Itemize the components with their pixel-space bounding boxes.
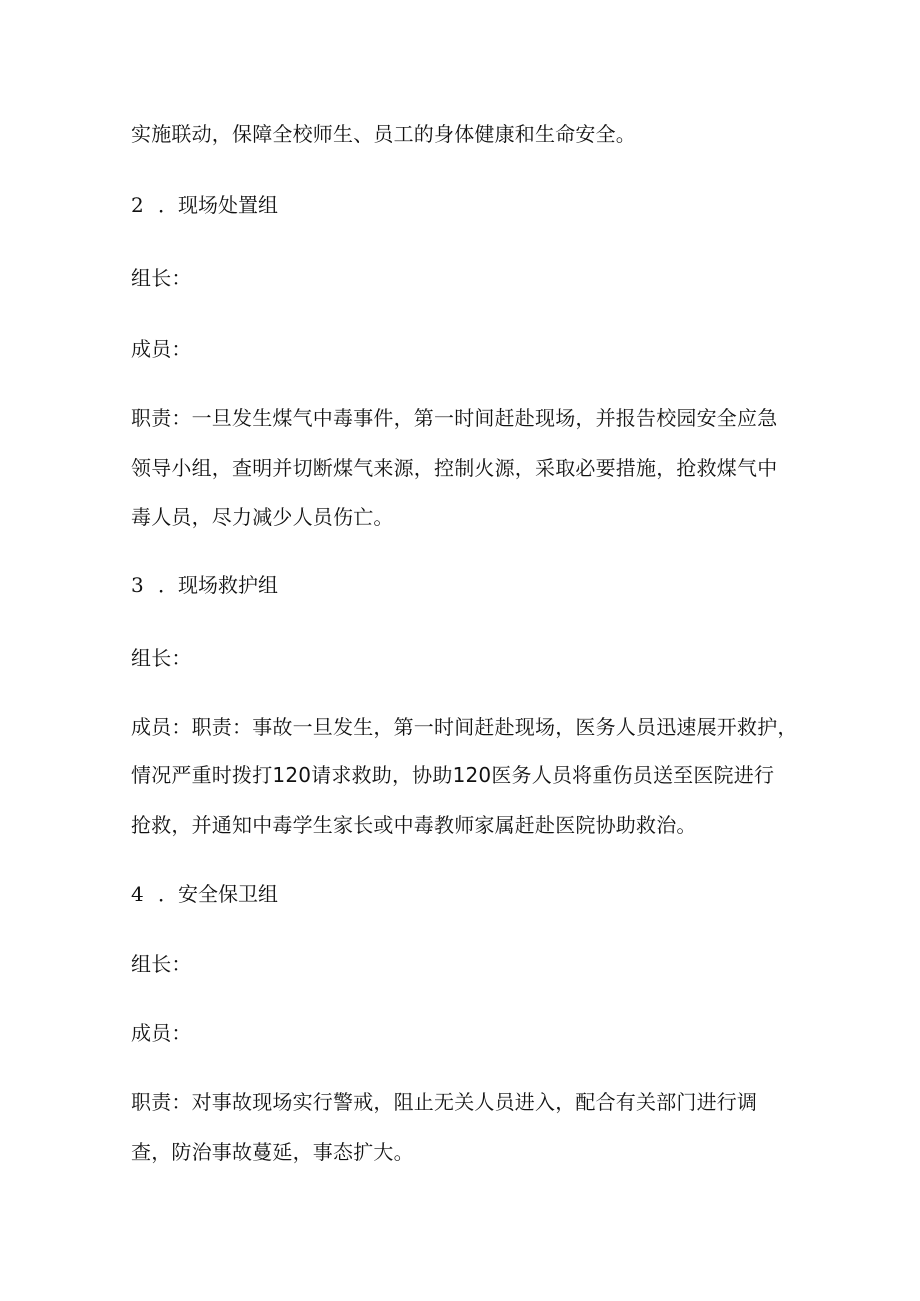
section-3-duty-line-1: 成员：职责：事故一旦发生，第一时间赶赴现场，医务人员迅速展开救护，	[131, 715, 798, 739]
section-2-duty-line-3: 毒人员，尽力减少人员伤亡。	[131, 505, 394, 529]
section-3-duty-line-3: 抢救，并通知中毒学生家长或中毒教师家属赶赴医院协助救治。	[131, 813, 697, 837]
section-4-number: 4	[131, 882, 144, 906]
section-2-members: 成员：	[131, 337, 192, 361]
section-4-duty-line-2: 查，防治事故蔓延，事态扩大。	[131, 1140, 414, 1164]
section-4-duty-line-1: 职责：对事故现场实行警戒，阻止无关人员进入，配合有关部门进行调	[131, 1090, 758, 1114]
section-4-leader: 组长：	[131, 952, 192, 976]
section-4-members: 成员：	[131, 1021, 192, 1045]
section-2-duty-line-2: 领导小组，查明并切断煤气来源，控制火源，采取必要措施，抢救煤气中	[131, 456, 778, 480]
section-3-leader: 组长：	[131, 646, 192, 670]
section-3-title: ．现场救护组	[158, 573, 278, 597]
section-2-leader: 组长：	[131, 266, 192, 290]
section-2-duty-line-1: 职责：一旦发生煤气中毒事件，第一时间赶赴现场，并报告校园安全应急	[131, 406, 778, 430]
section-4-title: ．安全保卫组	[158, 882, 278, 906]
section-3-number: 3	[131, 573, 144, 597]
intro-line: 实施联动，保障全校师生、员工的身体健康和生命安全。	[131, 122, 636, 146]
section-2-number: 2	[131, 193, 144, 217]
section-2-title: ．现场处置组	[158, 193, 278, 217]
section-3-duty-line-2: 情况严重时拨打120请求救助，协助120医务人员将重伤员送至医院进行	[131, 763, 775, 787]
